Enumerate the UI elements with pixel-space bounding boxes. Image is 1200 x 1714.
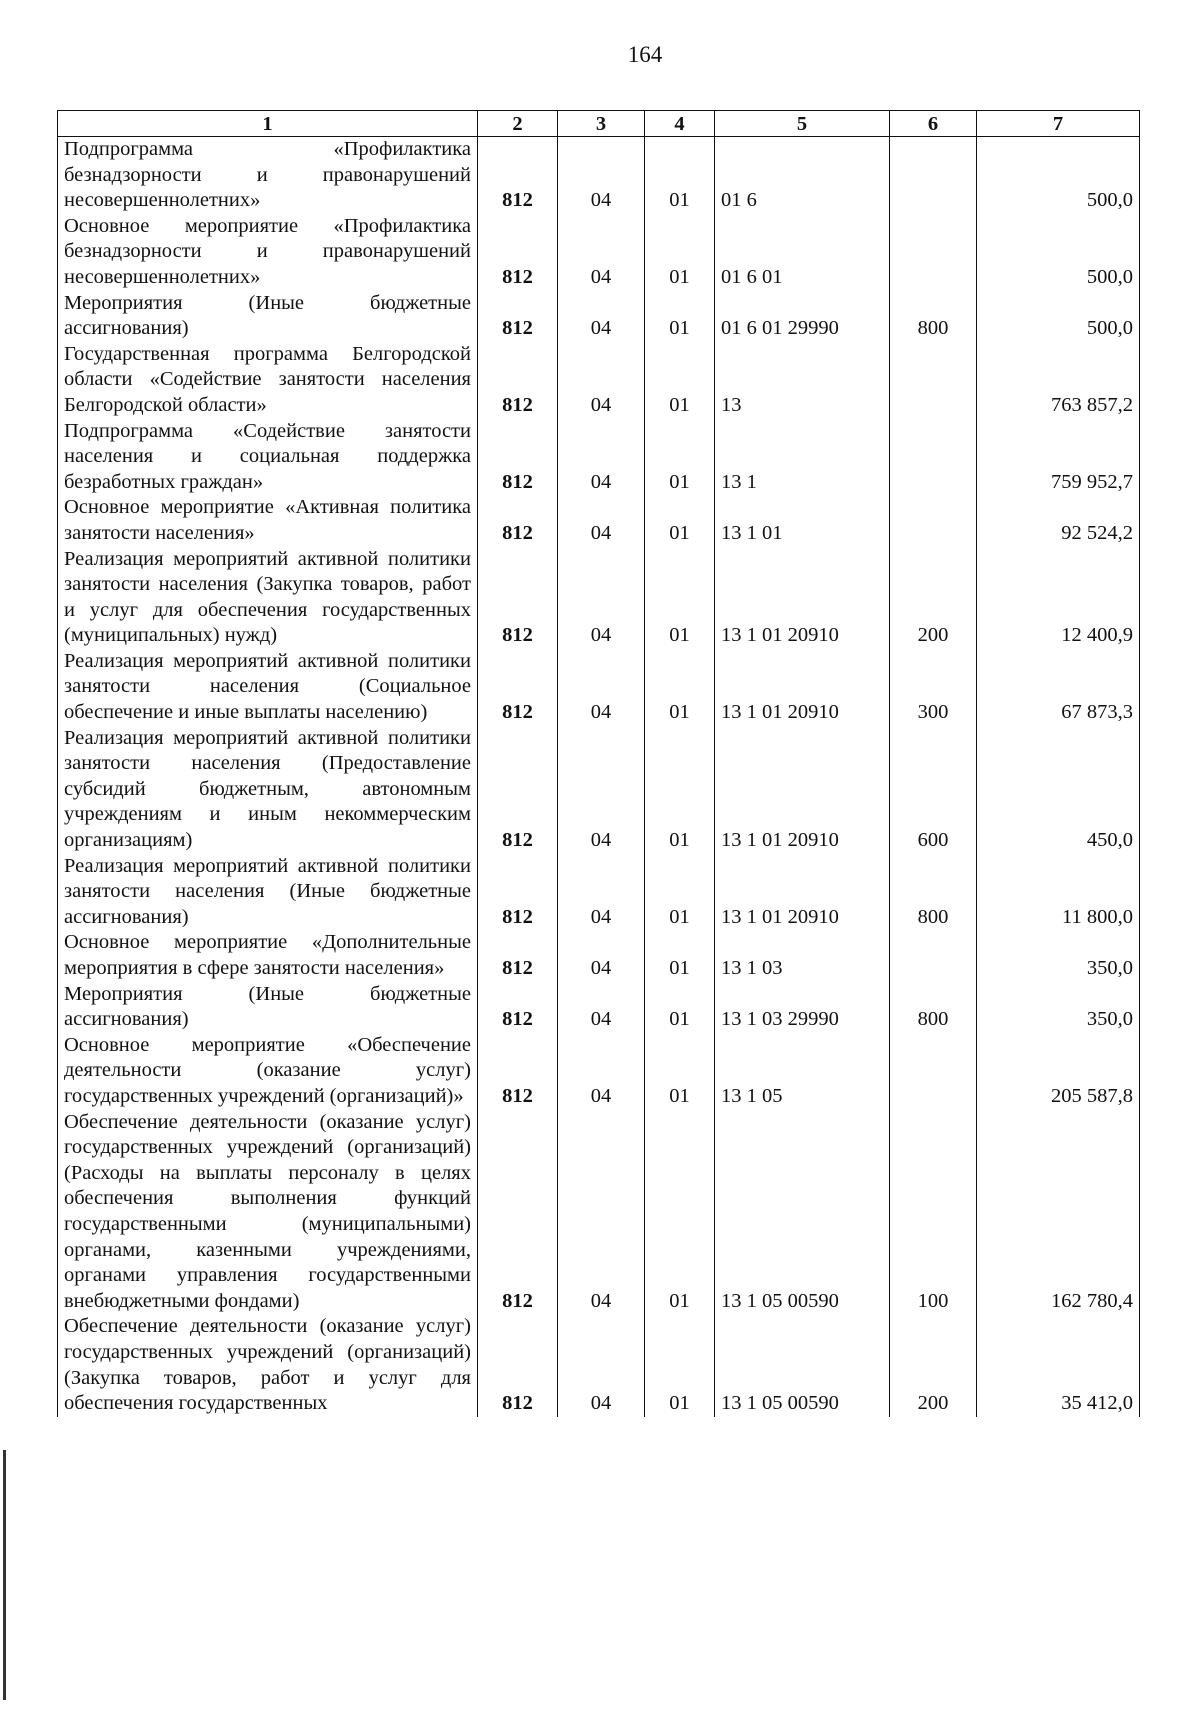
col-header-7: 7 [977, 111, 1140, 137]
scan-edge [3, 1450, 6, 1700]
row-target-article-code: 13 1 05 00590 [715, 1314, 890, 1416]
row-target-article-code: 13 1 01 20910 [715, 649, 890, 726]
row-subsection-code: 01 [645, 1033, 715, 1110]
row-section-code: 04 [558, 547, 645, 649]
row-department-code: 812 [478, 495, 558, 546]
row-section-code: 04 [558, 419, 645, 496]
row-target-article-code: 13 1 01 [715, 495, 890, 546]
row-target-article-code: 13 1 05 [715, 1033, 890, 1110]
row-subsection-code: 01 [645, 726, 715, 854]
row-expense-type-code: 800 [890, 854, 977, 931]
row-subsection-code: 01 [645, 137, 715, 214]
table-row [58, 137, 1140, 214]
table-row [58, 495, 1140, 546]
row-subsection-code: 01 [645, 1110, 715, 1315]
row-subsection-code: 01 [645, 214, 715, 291]
row-name: Реализация мероприятий активной политики занятости населения (Закупка товаров, работ и услуг для обеспечения государственных (муниципальных) нужд) [58, 547, 478, 649]
row-department-code: 812 [478, 982, 558, 1033]
col-header-4: 4 [645, 111, 715, 137]
row-section-code: 04 [558, 649, 645, 726]
col-header-6: 6 [890, 111, 977, 137]
row-department-code: 812 [478, 1314, 558, 1416]
row-department-code: 812 [478, 547, 558, 649]
row-target-article-code: 13 1 03 [715, 930, 890, 981]
row-department-code: 812 [478, 137, 558, 214]
row-expense-type-code: 200 [890, 1314, 977, 1416]
row-subsection-code: 01 [645, 930, 715, 981]
row-name: Государственная программа Белгородской области «Содействие занятости населения Белгородской области» [58, 342, 478, 419]
row-department-code: 812 [478, 726, 558, 854]
row-amount: 350,0 [977, 982, 1140, 1033]
row-target-article-code: 13 1 01 20910 [715, 547, 890, 649]
row-expense-type-code [890, 342, 977, 419]
table-row [58, 342, 1140, 419]
row-department-code: 812 [478, 930, 558, 981]
row-section-code: 04 [558, 726, 645, 854]
row-subsection-code: 01 [645, 547, 715, 649]
table-row [58, 1314, 1140, 1416]
row-name: Мероприятия (Иные бюджетные ассигнования) [58, 291, 478, 342]
row-amount: 350,0 [977, 930, 1140, 981]
row-section-code: 04 [558, 982, 645, 1033]
col-header-3: 3 [558, 111, 645, 137]
row-department-code: 812 [478, 342, 558, 419]
row-target-article-code: 01 6 01 29990 [715, 291, 890, 342]
row-department-code: 812 [478, 1033, 558, 1110]
row-amount: 500,0 [977, 291, 1140, 342]
row-amount: 12 400,9 [977, 547, 1140, 649]
row-section-code: 04 [558, 1110, 645, 1315]
row-amount: 11 800,0 [977, 854, 1140, 931]
row-section-code: 04 [558, 291, 645, 342]
row-name: Реализация мероприятий активной политики занятости населения (Социальное обеспечение и иные выплаты населению) [58, 649, 478, 726]
row-subsection-code: 01 [645, 1314, 715, 1416]
row-department-code: 812 [478, 854, 558, 931]
table-row [58, 982, 1140, 1033]
row-expense-type-code [890, 930, 977, 981]
row-subsection-code: 01 [645, 419, 715, 496]
row-expense-type-code: 100 [890, 1110, 977, 1315]
row-amount: 92 524,2 [977, 495, 1140, 546]
table-row [58, 726, 1140, 854]
row-expense-type-code: 300 [890, 649, 977, 726]
table-row [58, 547, 1140, 649]
table-row [58, 930, 1140, 981]
col-header-2: 2 [478, 111, 558, 137]
table-row [58, 649, 1140, 726]
row-target-article-code: 01 6 01 [715, 214, 890, 291]
row-section-code: 04 [558, 137, 645, 214]
row-department-code: 812 [478, 1110, 558, 1315]
row-name: Реализация мероприятий активной политики занятости населения (Предоставление субсидий бюджетным, автономным учреждениям и иным некоммерческим организациям) [58, 726, 478, 854]
row-name: Обеспечение деятельности (оказание услуг) государственных учреждений (организаций) (Расходы на выплаты персоналу в целях обеспечения выполнения функций государственными (муниципальными) органами, казенными учреждениями, органами управления государственными внебюджетными фондами) [58, 1110, 478, 1315]
table-row [58, 291, 1140, 342]
row-amount: 763 857,2 [977, 342, 1140, 419]
row-expense-type-code [890, 137, 977, 214]
row-department-code: 812 [478, 291, 558, 342]
row-target-article-code: 13 [715, 342, 890, 419]
table-row [58, 419, 1140, 496]
row-subsection-code: 01 [645, 495, 715, 546]
row-target-article-code: 13 1 05 00590 [715, 1110, 890, 1315]
row-section-code: 04 [558, 214, 645, 291]
row-subsection-code: 01 [645, 291, 715, 342]
row-department-code: 812 [478, 419, 558, 496]
row-expense-type-code [890, 495, 977, 546]
header-row [58, 111, 1140, 137]
row-amount: 35 412,0 [977, 1314, 1140, 1416]
row-expense-type-code: 200 [890, 547, 977, 649]
row-name: Основное мероприятие «Дополнительные мероприятия в сфере занятости населения» [58, 930, 478, 981]
row-name: Подпрограмма «Профилактика безнадзорности и правонарушений несовершеннолетних» [58, 137, 478, 214]
row-expense-type-code: 800 [890, 291, 977, 342]
col-header-1: 1 [58, 111, 478, 137]
table-row [58, 1033, 1140, 1110]
table-row [58, 854, 1140, 931]
row-expense-type-code [890, 419, 977, 496]
budget-table [57, 110, 1140, 1417]
row-name: Основное мероприятие «Активная политика занятости населения» [58, 495, 478, 546]
row-subsection-code: 01 [645, 982, 715, 1033]
row-expense-type-code [890, 214, 977, 291]
row-expense-type-code [890, 1033, 977, 1110]
row-amount: 759 952,7 [977, 419, 1140, 496]
row-amount: 450,0 [977, 726, 1140, 854]
row-name: Реализация мероприятий активной политики занятости населения (Иные бюджетные ассигнования) [58, 854, 478, 931]
row-section-code: 04 [558, 495, 645, 546]
row-section-code: 04 [558, 342, 645, 419]
row-name: Основное мероприятие «Обеспечение деятельности (оказание услуг) государственных учреждений (организаций)» [58, 1033, 478, 1110]
row-section-code: 04 [558, 1033, 645, 1110]
row-subsection-code: 01 [645, 342, 715, 419]
row-target-article-code: 13 1 01 20910 [715, 726, 890, 854]
row-department-code: 812 [478, 214, 558, 291]
row-subsection-code: 01 [645, 649, 715, 726]
row-section-code: 04 [558, 1314, 645, 1416]
row-expense-type-code: 800 [890, 982, 977, 1033]
row-target-article-code: 13 1 03 29990 [715, 982, 890, 1033]
row-department-code: 812 [478, 649, 558, 726]
row-target-article-code: 13 1 [715, 419, 890, 496]
table-row [58, 214, 1140, 291]
row-name: Подпрограмма «Содействие занятости населения и социальная поддержка безработных граждан» [58, 419, 478, 496]
row-name: Мероприятия (Иные бюджетные ассигнования) [58, 982, 478, 1033]
row-amount: 205 587,8 [977, 1033, 1140, 1110]
row-name: Обеспечение деятельности (оказание услуг) государственных учреждений (организаций) (Закупка товаров, работ и услуг для обеспечения государственных [58, 1314, 478, 1416]
row-amount: 162 780,4 [977, 1110, 1140, 1315]
row-amount: 500,0 [977, 214, 1140, 291]
row-name: Основное мероприятие «Профилактика безнадзорности и правонарушений несовершеннолетних» [58, 214, 478, 291]
row-amount: 500,0 [977, 137, 1140, 214]
row-target-article-code: 13 1 01 20910 [715, 854, 890, 931]
row-target-article-code: 01 6 [715, 137, 890, 214]
col-header-5: 5 [715, 111, 890, 137]
page-number: 164 [627, 42, 663, 67]
row-section-code: 04 [558, 930, 645, 981]
row-subsection-code: 01 [645, 854, 715, 931]
row-expense-type-code: 600 [890, 726, 977, 854]
row-amount: 67 873,3 [977, 649, 1140, 726]
row-section-code: 04 [558, 854, 645, 931]
table-row [58, 1110, 1140, 1315]
